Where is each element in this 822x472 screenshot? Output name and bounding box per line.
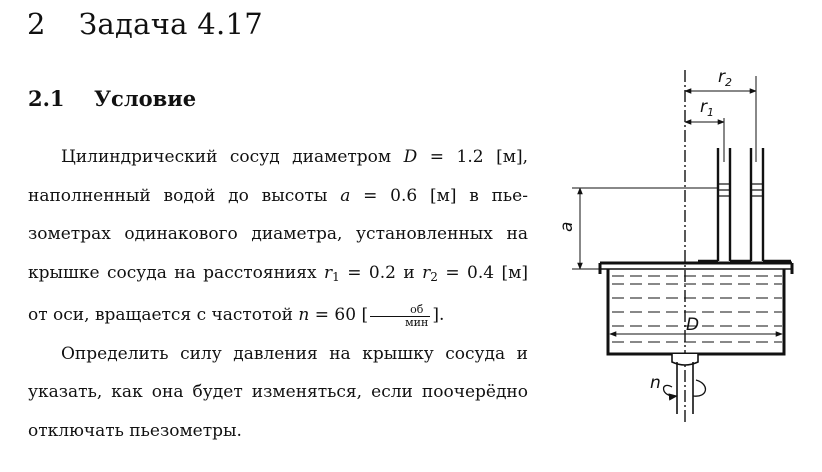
label-a: a	[557, 221, 577, 232]
var-r1: r	[324, 262, 333, 283]
piezometer-tubes	[698, 148, 791, 261]
section-number: 2	[27, 7, 46, 41]
condition-paragraph: Цилиндрический сосуд диаметром D = 1.2 [м], наполненный водой до высоты a = 0.6 [м] в пьезометрах одинакового диаметра, установленных на крышке сосуда на расстояниях $r_1 = 0.2$ и $r_2 = 0.4$ [м] от оси, вращается с частотой n = 60 [ $\frac{об}{\text{мин}}$ ].	[28, 147, 529, 329]
subsection-title: Условие	[94, 86, 197, 111]
vessel-diagram-svg	[557, 62, 810, 432]
vessel-diagram	[557, 62, 810, 432]
rotation-arrow	[664, 385, 677, 396]
subsection-heading	[28, 84, 196, 114]
var-n: n	[298, 305, 310, 325]
label-r1: $r_1$	[700, 97, 714, 119]
label-n: n	[650, 373, 661, 393]
var-D: D	[403, 147, 418, 167]
unit-fraction: $\frac{об}{\text{мин}}$	[370, 304, 430, 329]
section-title: Задача 4.17	[79, 7, 264, 41]
task-paragraph: Определить силу давления на крышку сосуда и указать, как она будет изменяться, если поочерёдно отключать пьезометры.	[28, 343, 528, 441]
label-r2: $r_2$	[718, 67, 732, 89]
label-D: D	[686, 315, 700, 335]
section-heading	[27, 4, 263, 44]
problem-statement	[28, 138, 528, 450]
var-r2: r	[422, 262, 431, 283]
var-a: a	[340, 185, 351, 206]
shaft-flange	[672, 354, 698, 365]
subsection-number: 2.1	[28, 86, 65, 111]
tube-water-levels	[719, 184, 762, 196]
